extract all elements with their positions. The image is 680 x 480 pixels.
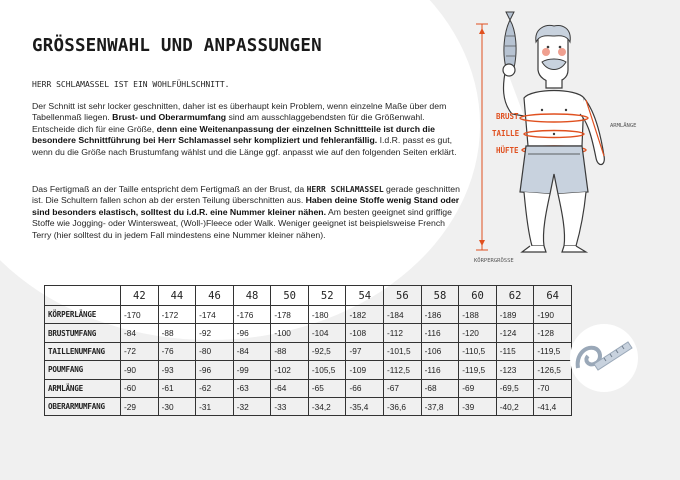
row-label: TAILLENUMFANG [45,342,121,360]
size-header: 48 [233,286,271,306]
measurement-cell: -124 [496,324,534,342]
measurement-cell: -61 [158,379,196,397]
measurement-cell: -112,5 [384,361,422,379]
measurement-cell: -90 [121,361,159,379]
measurement-cell: -65 [308,379,346,397]
measurement-cell: -67 [384,379,422,397]
measurement-cell: -115 [496,342,534,360]
measurement-cell: -116 [421,324,459,342]
measurement-cell: -60 [121,379,159,397]
measurement-cell: -84 [233,342,271,360]
measurement-cell: -178 [271,306,309,324]
measurement-cell: -68 [421,379,459,397]
measurement-cell: -72 [121,342,159,360]
measurement-cell: -92,5 [308,342,346,360]
table-row [45,361,572,379]
row-label: ARMLÄNGE [45,379,121,397]
measurement-cell: -37,8 [421,397,459,415]
measurement-cell: -41,4 [534,397,572,415]
table-corner [45,286,121,306]
label-taille: TAILLE [492,129,520,138]
measurement-cell: -69 [459,379,497,397]
size-header: 60 [459,286,497,306]
measurement-cell: -64 [271,379,309,397]
measurement-cell: -119,5 [459,361,497,379]
measurement-cell: -112 [384,324,422,342]
tape-measure-icon [568,322,640,394]
measurement-cell: -105,5 [308,361,346,379]
measurement-cell: -31 [196,397,234,415]
size-header: 56 [384,286,422,306]
label-huefte: HÜFTE [496,146,519,155]
size-table-body [45,306,572,416]
measurement-cell: -104 [308,324,346,342]
measurement-cell: -108 [346,324,384,342]
measurement-cell: -93 [158,361,196,379]
size-header: 58 [421,286,459,306]
table-row [45,379,572,397]
row-label: POUMFANG [45,361,121,379]
label-brust: BRUST [496,112,519,121]
measurement-cell: -62 [196,379,234,397]
measurement-cell: -92 [196,324,234,342]
page-title: GRÖSSENWAHL UND ANPASSUNGEN [32,36,322,56]
measurement-cell: -84 [121,324,159,342]
size-header: 44 [158,286,196,306]
measurement-cell: -109 [346,361,384,379]
size-header: 52 [308,286,346,306]
measurement-cell: -80 [196,342,234,360]
measurement-cell: -39 [459,397,497,415]
measurement-cell: -189 [496,306,534,324]
measurement-cell: -30 [158,397,196,415]
measurement-cell: -110,5 [459,342,497,360]
measurement-cell: -170 [121,306,159,324]
measurement-cell: -35,4 [346,397,384,415]
table-row [45,342,572,360]
measurement-cell: -70 [534,379,572,397]
size-header: 64 [534,286,572,306]
size-header: 46 [196,286,234,306]
measurement-cell: -184 [384,306,422,324]
measurement-figure [462,6,680,276]
size-header-row [45,286,572,306]
measurement-cell: -119,5 [534,342,572,360]
measurement-cell: -106 [421,342,459,360]
intro-line: HERR SCHLAMASSEL IST EIN WOHLFÜHLSCHNITT. [32,80,230,89]
measurement-cell: -88 [271,342,309,360]
measurement-cell: -66 [346,379,384,397]
label-koerpergroesse: KÖRPERGRÖSSE [474,258,514,264]
size-header: 54 [346,286,384,306]
measurement-cell: -99 [233,361,271,379]
man-with-fish-illustration [462,6,680,276]
size-header: 42 [121,286,159,306]
measurement-cell: -101,5 [384,342,422,360]
measurement-cell: -100 [271,324,309,342]
measurement-cell: -97 [346,342,384,360]
measurement-cell: -123 [496,361,534,379]
paragraph-size-choice: Der Schnitt ist sehr locker geschnitten, daher ist es überhaupt kein Problem, wenn einzelne Maße über dem Tabellenmaß liegen. Brust- und Oberarmumfang sind am ausschlaggebendsten für die Größenwahl. Entscheide dich für eine Größe, denn eine Weitenanpassung der einzelnen Schnittteile ist durch die besondere Schnittführung bei Herr Schlamassel sehr kompliziert und fehleranfällig. I.d.R. passt es gut, wenn du die Größe nach Brustumfang wählst und die Länge ggf. anpasst wie auf den folgenden Seiten erklärt. [32,101,457,157]
measurement-cell: -63 [233,379,271,397]
measurement-cell: -32 [233,397,271,415]
measurement-cell: -182 [346,306,384,324]
measurement-cell: -126,5 [534,361,572,379]
size-header: 50 [271,286,309,306]
row-label: KÖRPERLÄNGE [45,306,121,324]
measurement-cell: -180 [308,306,346,324]
measurement-cell: -116 [421,361,459,379]
measurement-cell: -33 [271,397,309,415]
measurement-cell: -96 [233,324,271,342]
measurement-cell: -120 [459,324,497,342]
row-label: OBERARMUMFANG [45,397,121,415]
measurement-cell: -128 [534,324,572,342]
measurement-cell: -76 [158,342,196,360]
measurement-cell: -172 [158,306,196,324]
measurement-cell: -36,6 [384,397,422,415]
measurement-cell: -34,2 [308,397,346,415]
row-label: BRUSTUMFANG [45,324,121,342]
measurement-cell: -176 [233,306,271,324]
size-table [44,285,572,416]
label-armlaenge: ARMLÄNGE [610,123,637,129]
measurement-cell: -174 [196,306,234,324]
paragraph-fabric-advice: Das Fertigmaß an der Taille entspricht dem Fertigmaß an der Brust, da HERR SCHLAMASSEL gerade geschnitten ist. Die Schultern fallen schon ab der ersten Teilung überschnitten aus. Haben deine Stoffe wenig Stand oder sind besonders elastisch, solltest du i.d.R. eine Nummer kleiner nähen. Am besten geeignet sind griffige Stoffe wie Jogging- oder Wintersweat, (Woll-)Fleece oder Walk. Weniger geeignet ist beispielsweise French Terry (hier solltest du in jedem Fall mindestens eine Nummer kleiner nähen). [32,184,460,240]
table-row [45,306,572,324]
measurement-cell: -40,2 [496,397,534,415]
measurement-cell: -69,5 [496,379,534,397]
measurement-cell: -88 [158,324,196,342]
measurement-cell: -29 [121,397,159,415]
table-row [45,397,572,415]
size-header: 62 [496,286,534,306]
measurement-cell: -186 [421,306,459,324]
measurement-cell: -102 [271,361,309,379]
table-row [45,324,572,342]
measurement-cell: -190 [534,306,572,324]
measurement-cell: -96 [196,361,234,379]
measurement-cell: -188 [459,306,497,324]
